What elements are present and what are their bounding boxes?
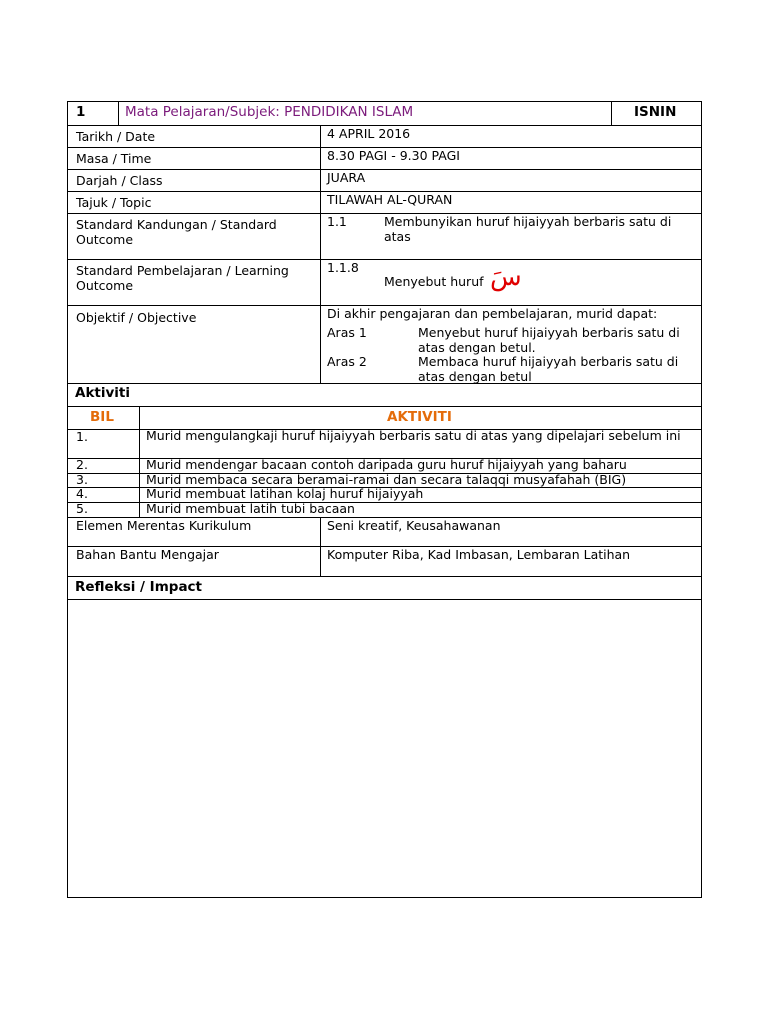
teaching-aids-label: Bahan Bantu Mengajar: [76, 547, 219, 562]
subject-heading: [125, 105, 413, 120]
objective-label: Objektif / Objective: [76, 310, 197, 325]
learning-standard-text: Menyebut huruf: [384, 274, 484, 289]
lesson-number: 1: [76, 104, 86, 120]
date-label: Tarikh / Date: [76, 129, 156, 144]
class-value: JUARA: [327, 170, 366, 185]
cross-curriculum-value: Seni kreatif, Keusahawanan: [327, 518, 501, 533]
subject-label: Mata Pelajaran/Subjek:: [125, 104, 280, 120]
activity-text: Murid membaca secara beramai-ramai dan secara talaqqi musyafahah (BIG): [146, 472, 627, 487]
col-bil-header: BIL: [90, 409, 114, 425]
activity-no: 2.: [76, 457, 88, 472]
topic-value: TILAWAH AL-QURAN: [327, 192, 453, 207]
activity-no: 3.: [76, 472, 88, 487]
activity-no: 4.: [76, 486, 88, 501]
content-standard-label: Standard Kandungan / Standard Outcome: [76, 217, 277, 247]
subject-value: PENDIDIKAN ISLAM: [284, 104, 414, 120]
objective-level-1: Aras 1: [327, 325, 367, 340]
learning-standard-code: 1.1.8: [327, 260, 359, 275]
activity-text: Murid membuat latih tubi bacaan: [146, 501, 355, 516]
objective-intro: Di akhir pengajaran dan pembelajaran, murid dapat:: [327, 306, 658, 321]
col-activity-header: AKTIVITI: [387, 409, 452, 425]
reflection-area: [68, 600, 701, 897]
topic-label: Tajuk / Topic: [76, 195, 152, 210]
content-standard-text: Membunyikan huruf hijaiyyah berbaris satu di atas: [384, 214, 672, 244]
time-label: Masa / Time: [76, 151, 152, 166]
objective-level-2-text: Membaca huruf hijaiyyah berbaris satu di atas dengan betul: [418, 354, 679, 384]
activity-text: Murid membuat latihan kolaj huruf hijaiyyah: [146, 486, 424, 501]
arabic-letter: سَ: [490, 262, 522, 292]
reflection-title: Refleksi / Impact: [75, 579, 203, 595]
day-label: ISNIN: [634, 104, 677, 120]
content-standard-code: 1.1: [327, 214, 347, 229]
activity-no: 1.: [76, 429, 88, 444]
cross-curriculum-label: Elemen Merentas Kurikulum: [76, 518, 252, 533]
teaching-aids-value: Komputer Riba, Kad Imbasan, Lembaran Latihan: [327, 547, 631, 562]
learning-standard-label: Standard Pembelajaran / Learning Outcome: [76, 263, 289, 293]
objective-level-2: Aras 2: [327, 354, 367, 369]
activity-text: Murid mendengar bacaan contoh daripada guru huruf hijaiyyah yang baharu: [146, 457, 627, 472]
activity-no: 5.: [76, 501, 88, 516]
activity-text: Murid mengulangkaji huruf hijaiyyah berbaris satu di atas yang dipelajari sebelum ini: [146, 428, 681, 443]
class-label: Darjah / Class: [76, 173, 163, 188]
objective-level-1-text: Menyebut huruf hijaiyyah berbaris satu di atas dengan betul.: [418, 325, 680, 355]
time-value: 8.30 PAGI - 9.30 PAGI: [327, 148, 460, 163]
date-value: 4 APRIL 2016: [327, 126, 411, 141]
activities-title: Aktiviti: [75, 385, 131, 401]
